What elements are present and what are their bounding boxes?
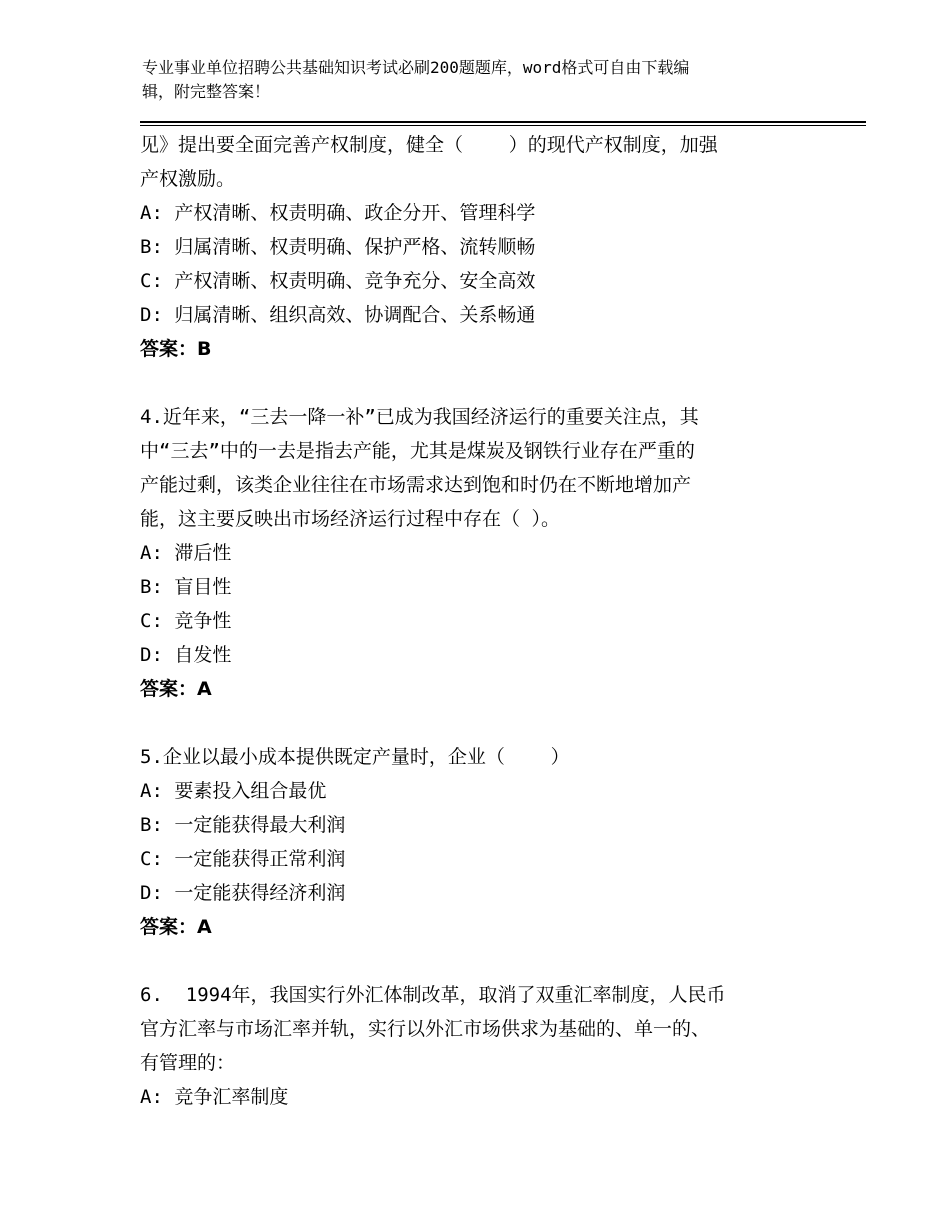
option-d: D: 自发性	[140, 644, 232, 666]
option-a: A: 要素投入组合最优	[140, 780, 327, 802]
option-b: B: 一定能获得最大利润	[140, 814, 346, 836]
question-3	[140, 128, 820, 366]
question-5	[140, 740, 820, 944]
header-rule-thick	[140, 121, 866, 123]
question-stem-line: 中“三去”中的一去是指去产能，尤其是煤炭及钢铁行业存在严重的	[140, 440, 695, 462]
option-c: C: 产权清晰、权责明确、竞争充分、安全高效	[140, 270, 536, 292]
option-d: D: 归属清晰、组织高效、协调配合、关系畅通	[140, 304, 536, 326]
spacer	[140, 944, 820, 978]
question-stem-line: 有管理的：	[140, 1052, 236, 1074]
question-stem-line: 4.近年来，“三去一降一补”已成为我国经济运行的重要关注点，其	[140, 406, 699, 428]
question-content	[140, 128, 820, 1114]
question-stem-line: 5.企业以最小成本提供既定产量时，企业（ ）	[140, 746, 570, 768]
header-line-1: 专业事业单位招聘公共基础知识考试必刷200题题库，word格式可自由下载编	[142, 58, 690, 77]
option-b: B: 归属清晰、权责明确、保护严格、流转顺畅	[140, 236, 536, 258]
header-line-2: 辑，附完整答案！	[142, 82, 271, 101]
question-4	[140, 400, 820, 706]
option-d: D: 一定能获得经济利润	[140, 882, 346, 904]
answer-label: 答案：A	[140, 678, 212, 700]
spacer	[140, 366, 820, 400]
answer-label: 答案：A	[140, 916, 212, 938]
question-stem-line: 6. 1994年，我国实行外汇体制改革，取消了双重汇率制度，人民币	[140, 984, 726, 1006]
option-a: A: 滞后性	[140, 542, 232, 564]
answer-label: 答案：B	[140, 338, 212, 360]
spacer	[140, 706, 820, 740]
option-a: A: 产权清晰、权责明确、政企分开、管理科学	[140, 202, 536, 224]
header-rule-thin	[140, 125, 866, 126]
option-a: A: 竞争汇率制度	[140, 1086, 289, 1108]
question-stem-line: 见》提出要全面完善产权制度，健全（ ）的现代产权制度，加强	[140, 134, 718, 156]
question-stem-line: 能，这主要反映出市场经济运行过程中存在（ ）。	[140, 508, 560, 530]
option-c: C: 竞争性	[140, 610, 232, 632]
option-c: C: 一定能获得正常利润	[140, 848, 346, 870]
question-stem-line: 官方汇率与市场汇率并轨，实行以外汇市场供求为基础的、单一的、	[140, 1018, 711, 1040]
page-header	[142, 56, 822, 104]
question-stem-line: 产权激励。	[140, 168, 236, 190]
option-b: B: 盲目性	[140, 576, 232, 598]
question-6	[140, 978, 820, 1114]
question-stem-line: 产能过剩，该类企业往往在市场需求达到饱和时仍在不断地增加产	[140, 474, 692, 496]
